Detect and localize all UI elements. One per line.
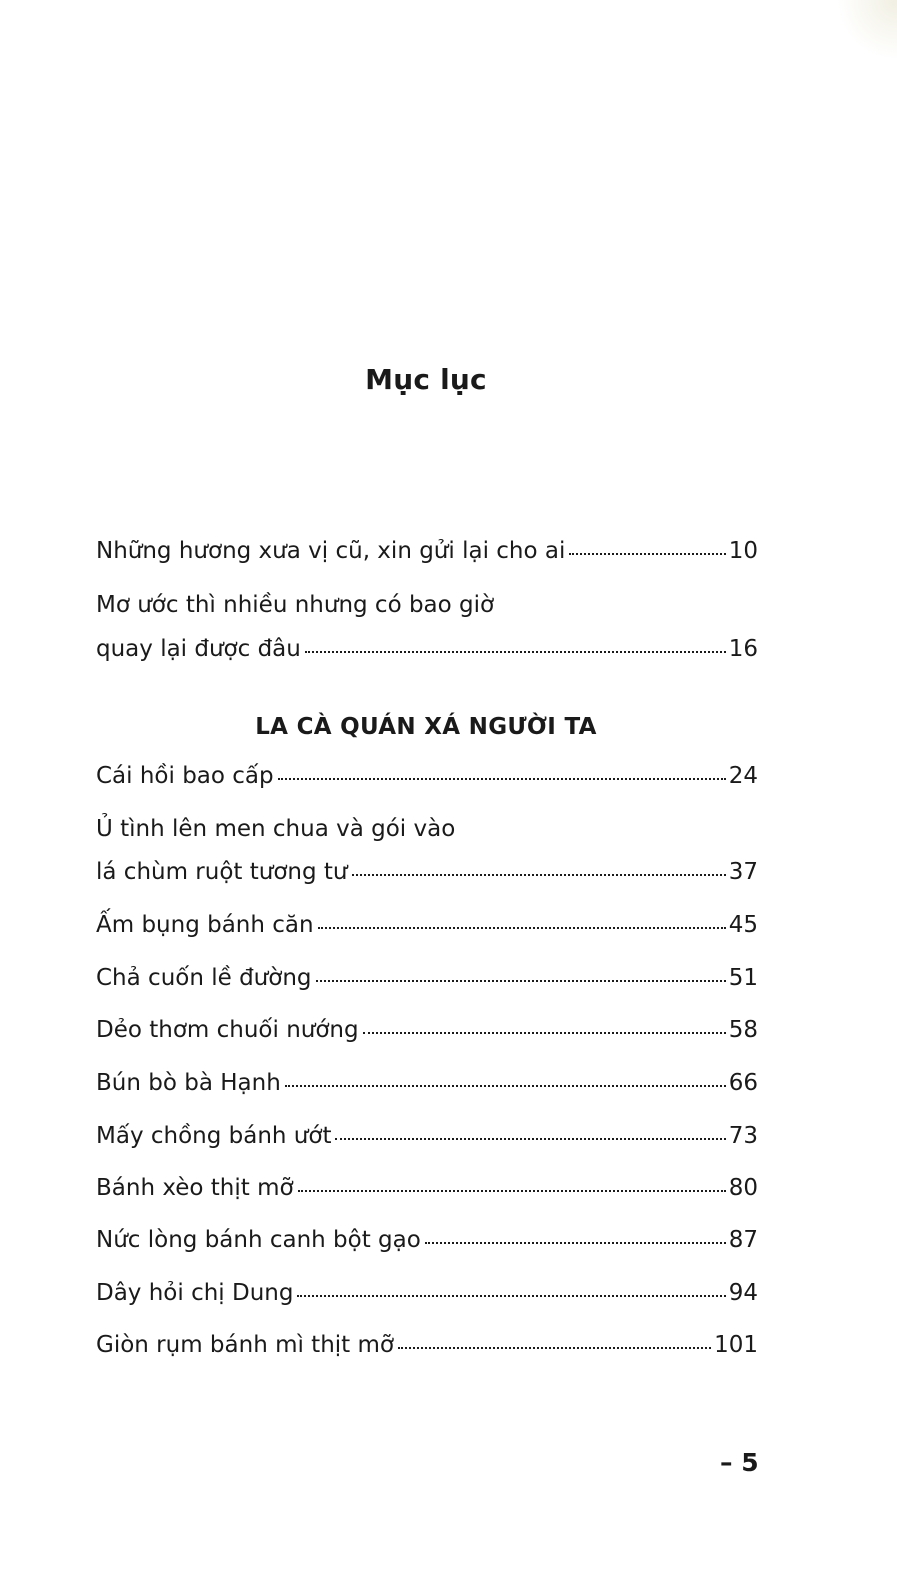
toc-entry (96, 634, 758, 664)
page-corner-shade (837, 0, 897, 60)
toc-entry-page: 24 (728, 763, 758, 789)
toc-entry (96, 1225, 758, 1255)
dot-leader (335, 1138, 725, 1140)
toc-entry (96, 963, 758, 993)
toc-entry-page: 73 (728, 1123, 758, 1149)
dot-leader (305, 651, 726, 653)
section-heading: LA CÀ QUÁN XÁ NGƯỜI TA (255, 714, 597, 740)
toc-entry-page: 16 (728, 636, 758, 662)
toc-entry-title: Cái hồi bao cấp (96, 763, 274, 789)
toc-entry-first-line: Mơ ước thì nhiều nhưng có bao giờ (96, 592, 495, 618)
dot-leader (363, 1032, 726, 1034)
toc-entry-title: Giòn rụm bánh mì thịt mỡ (96, 1332, 394, 1358)
toc-entry-page: 101 (714, 1332, 758, 1358)
dot-leader (285, 1085, 726, 1087)
toc-entry-title: Những hương xưa vị cũ, xin gửi lại cho ai (96, 538, 566, 564)
toc-entry (96, 857, 758, 887)
toc-entry-page: 51 (728, 965, 758, 991)
toc-entry-title: Bánh xèo thịt mỡ (96, 1175, 294, 1201)
toc-entry-page: 66 (728, 1070, 758, 1096)
toc-entry-title: Mấy chồng bánh ướt (96, 1123, 332, 1149)
toc-entry-page: 45 (728, 912, 758, 938)
toc-entry (96, 1068, 758, 1098)
toc-entry (96, 1278, 758, 1308)
toc-entry-title: lá chùm ruột tương tư (96, 859, 348, 885)
dot-leader (298, 1190, 726, 1192)
toc-entry-page: 10 (728, 538, 758, 564)
dot-leader (297, 1295, 725, 1297)
toc-entry-page: 94 (728, 1280, 758, 1306)
toc-entry (96, 910, 758, 940)
toc-entry (96, 536, 758, 566)
toc-entry-title: Bún bò bà Hạnh (96, 1070, 281, 1096)
toc-entry-title: Dây hỏi chị Dung (96, 1280, 294, 1306)
toc-entry (96, 1173, 758, 1203)
toc-entry-page: 80 (728, 1175, 758, 1201)
page-title: Mục lục (365, 363, 487, 396)
toc-entry (96, 1121, 758, 1151)
dot-leader (316, 980, 726, 982)
toc-entry (96, 1015, 758, 1045)
dot-leader (318, 927, 726, 929)
toc-entry-title: Ấm bụng bánh căn (96, 912, 314, 938)
dot-leader (352, 874, 726, 876)
toc-entry-page: 87 (728, 1227, 758, 1253)
dot-leader (278, 778, 726, 780)
toc-entry (96, 1330, 758, 1360)
toc-entry-title: Chả cuốn lề đường (96, 965, 312, 991)
toc-entry (96, 761, 758, 791)
dot-leader (569, 553, 725, 555)
dot-leader (398, 1347, 711, 1349)
dot-leader (425, 1242, 726, 1244)
toc-entry-title: Nức lòng bánh canh bột gạo (96, 1227, 421, 1253)
page-number: – 5 (720, 1448, 759, 1477)
toc-entry-page: 37 (728, 859, 758, 885)
toc-entry-first-line: Ủ tình lên men chua và gói vào (96, 816, 456, 842)
toc-entry-title: quay lại được đâu (96, 636, 301, 662)
toc-entry-page: 58 (728, 1017, 758, 1043)
toc-entry-title: Dẻo thơm chuối nướng (96, 1017, 359, 1043)
